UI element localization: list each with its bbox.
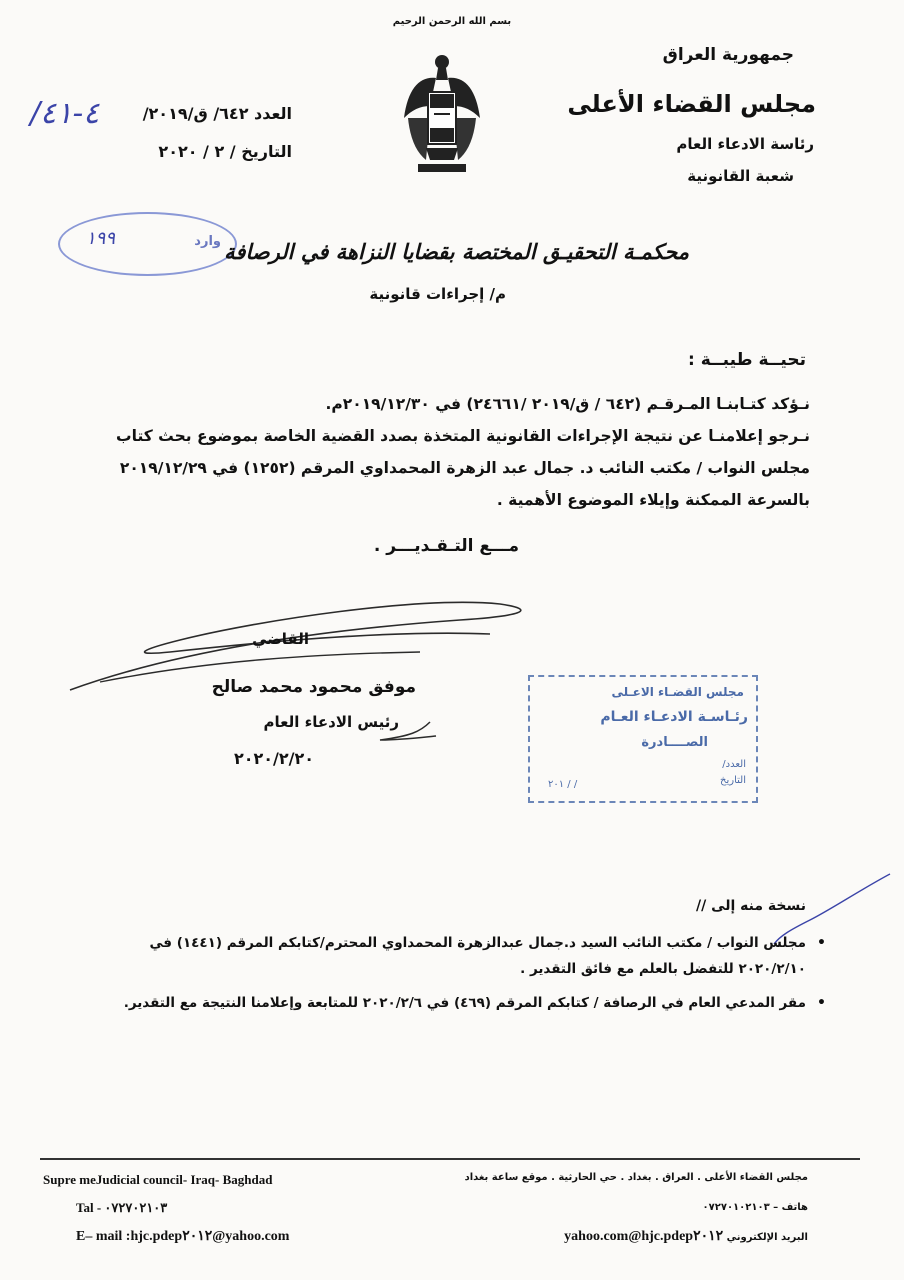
reference-date: التاريخ / ٢ / ٢٠٢٠ xyxy=(158,142,292,161)
stamp-number-label: العدد/ xyxy=(722,759,746,770)
copies-heading: نسخة منه إلى // xyxy=(695,898,806,914)
recipient-court: محكمـة التحقيـق المختصة بقضايا النزاهة في الرصافة xyxy=(224,240,689,264)
footer-arabic-email-value: hjc.pdep٢٠١٢@yahoo.com xyxy=(564,1229,724,1244)
iraq-eagle-emblem-icon xyxy=(400,48,485,178)
body-line: بالسرعة الممكنة وإيلاء الموضوع الأهمية . xyxy=(496,491,810,509)
closing-regards: مـــع التـقـديـــر . xyxy=(373,536,519,556)
body-line: نـرجو إعلامنـا عن نتيجة الإجراءات القانونية المتخذة بصدد القضية الخاصة بموضوع بحث كتاب xyxy=(116,427,810,445)
footer-arabic-email xyxy=(556,1228,808,1245)
stamp-line-outgoing: الصــــادرة xyxy=(641,735,708,750)
stamp-date-stub: / / ٢٠١ xyxy=(548,779,578,790)
footer-english-phone: Tal - ٠٧٢٧٠٢١٠٣ xyxy=(76,1200,168,1215)
country-name: جمهورية العراق xyxy=(662,45,794,65)
signatory-date: ٢٠٢٠/٢/٢٠ xyxy=(233,749,314,768)
signatory-role: رئيس الادعاء العام xyxy=(263,713,399,731)
signatory-title: القاضي xyxy=(252,630,309,648)
signature-tick-mark xyxy=(370,718,440,748)
stamp-line-department: رئـاسـة الادعـاء العـام xyxy=(600,709,748,725)
letter-subject: م/ إجراءات قانونية xyxy=(369,285,506,303)
section-name: شعبة القانونية xyxy=(687,167,794,185)
signatory-name: موفق محمود محمد صالح xyxy=(211,677,416,697)
footer-divider xyxy=(40,1158,860,1160)
reference-number: العدد ٦٤٢/ ق/٢٠١٩/ xyxy=(142,104,292,123)
footer-arabic-email-label: البريد الإلكتروني xyxy=(726,1232,808,1243)
list-item: • مجلس النواب / مكتب النائب السيد د.جمال عبدالزهرة المحمداوي المحترم/كتابكم المرقم (١٤٤١) في ٢٠٢٠/٢/١٠ للتفضل بالعلم مع فائق التقدير . xyxy=(120,930,828,982)
department-name: رئاسة الادعاء العام xyxy=(676,135,814,153)
body-line: نـؤكد كتـابنـا المـرقـم (٦٤٢ / ق/٢٠١٩ /٢٤٦٦١) في ٢٠١٩/١٢/٣٠م. xyxy=(325,395,810,413)
basmala: بسم الله الرحمن الرحيم xyxy=(392,16,512,27)
footer-english-name: Supre meJudicial council- Iraq- Baghdad xyxy=(43,1172,273,1187)
handwritten-ref-note: ٤-٤١/ xyxy=(30,96,100,131)
letter-body xyxy=(116,388,810,516)
outgoing-stamp xyxy=(528,675,758,803)
footer-english-email: E– mail :hjc.pdep٢٠١٢@yahoo.com xyxy=(76,1229,290,1244)
list-item: • مقر المدعي العام في الرصافة / كتابكم المرقم (٤٦٩) في ٢٠٢٠/٢/٦ للمتابعة وإعلامنا النتيجة مع التقدير. xyxy=(120,990,828,1016)
copies-list xyxy=(120,930,828,1016)
footer-arabic-address: مجلس القضاء الأعلى . العراق . بغداد . حي الحارثية . موقع ساعة بغداد xyxy=(464,1172,808,1183)
incoming-stamp xyxy=(58,212,237,276)
footer-arabic-phone: هاتف – ٠٧٢٧٠١٠٢١٠٣ xyxy=(702,1202,808,1213)
council-name: مجلس القضاء الأعلى xyxy=(567,90,816,118)
body-line: مجلس النواب / مكتب النائب د. جمال عبد الزهرة المحمداوي المرقم (١٢٥٢) في ٢٠١٩/١٢/٢٩ xyxy=(119,459,810,477)
greeting: تحيــة طيبــة : xyxy=(688,350,806,370)
incoming-stamp-label: وارد xyxy=(194,234,221,249)
stamp-line-council: مجلس القضـاء الاعـلى xyxy=(611,685,744,699)
stamp-date-label: التاريخ xyxy=(720,775,746,786)
incoming-stamp-number: ١٩٩ xyxy=(86,228,116,249)
